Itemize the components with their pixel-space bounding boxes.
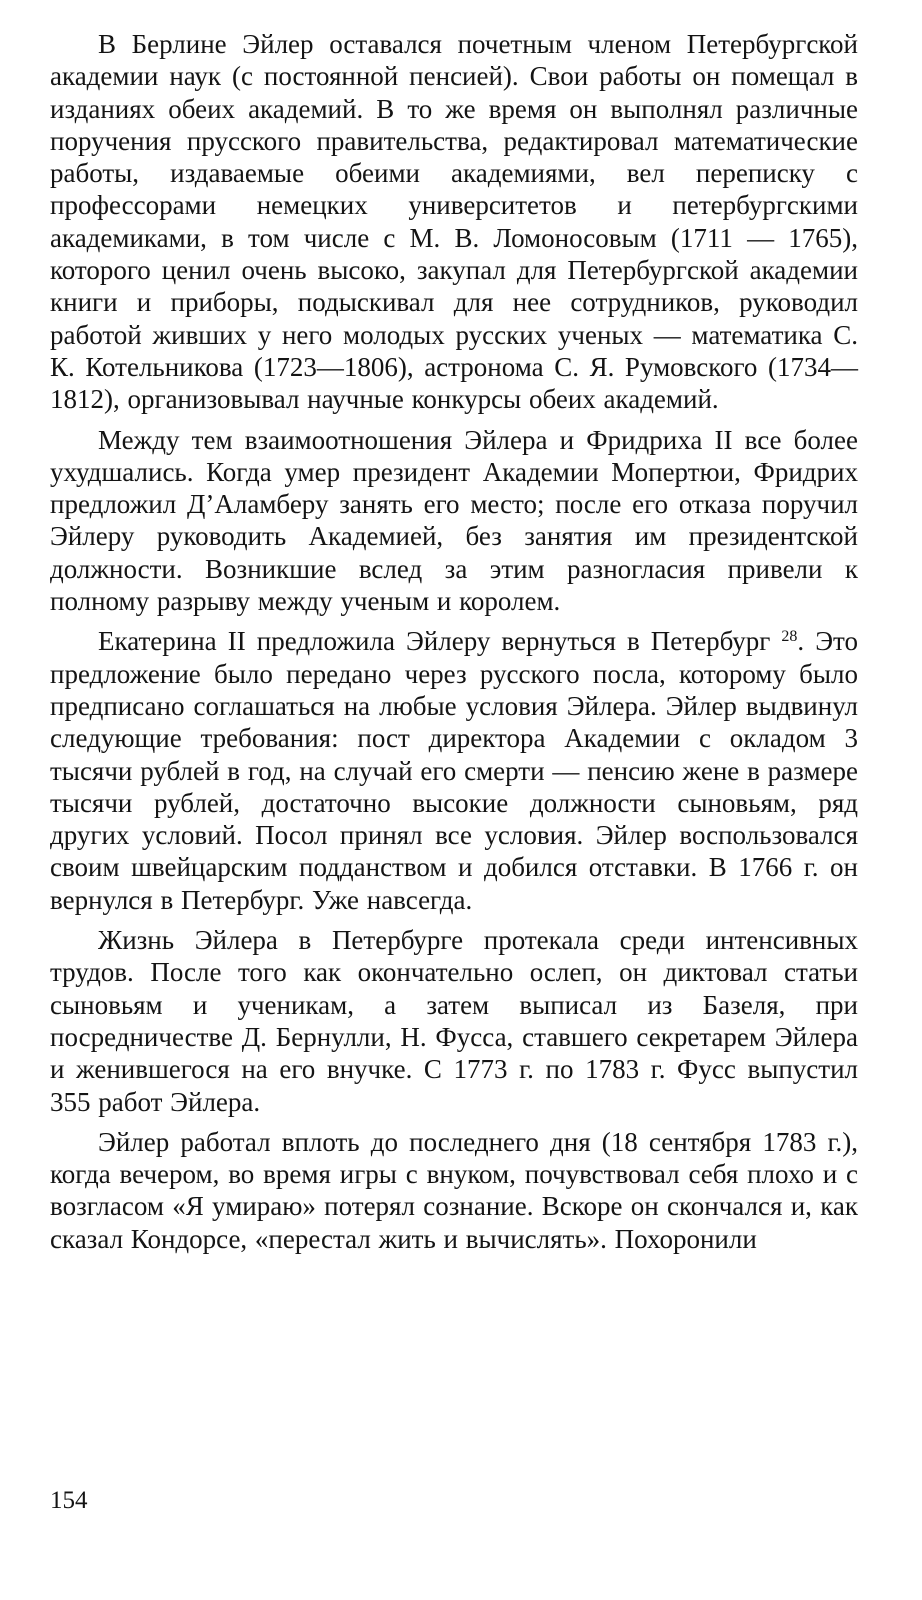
paragraph-3-text-before: Екатерина II предложила Эйлеру вернуться в Петербург <box>98 626 782 657</box>
paragraph-3-text-after: . Это предложение было передано через русского посла, которому было предписано соглашаться на любые условия Эйлера. Эйлер выдвинул следующие требования: пост директора Академии с окладом 3 тысячи рублей в год, на случай его смерти — пенсию жене в размере тысячи рублей, достаточно высокие должности сыновьям, ряд других условий. Посол принял все условия. Эйлер воспользовался своим швейцарским подданством и добился отставки. В 1766 г. он вернулся в Петербург. Уже навсегда. <box>50 626 858 915</box>
paragraph-1: В Берлине Эйлер оставался почетным членом Петербургской академии наук (с постоянной пенсией). Свои работы он помещал в изданиях обеих академий. В то же время он выполнял различные поручения прусского правительства, редактировал математические работы, издаваемые обеими академиями, вел переписку с профессорами немецких университетов и петербургскими академиками, в том числе с М. В. Ломоносовым (1711 — 1765), которого ценил очень высоко, закупал для Петербургской академии книги и приборы, подыскивал для нее сотрудников, руководил работой живших у него молодых русских ученых — математика С. К. Котельникова (1723—1806), астронома С. Я. Румовского (1734—1812), организовывал научные конкурсы обеих академий. <box>50 29 858 415</box>
paragraph-4: Жизнь Эйлера в Петербурге протекала среди интенсивных трудов. После того как окончательно ослеп, он диктовал статьи сыновьям и ученикам, а затем выписал из Базеля, при посредничестве Д. Бернулли, Н. Фусса, ставшего секретарем Эйлера и женившегося на его внучке. С 1773 г. по 1783 г. Фусс выпустил 355 работ Эйлера. <box>50 925 858 1117</box>
paragraph-2: Между тем взаимоотношения Эйлера и Фридриха II все более ухудшались. Когда умер президент Академии Мопертюи, Фридрих предложил Д’Аламберу занять его место; после его отказа поручил Эйлеру руководить Академией, без занятия им президентской должности. Возникшие вслед за этим разногласия привели к полному разрыву между ученым и королем. <box>50 424 858 617</box>
paragraph-5: Эйлер работал вплоть до последнего дня (18 сентября 1783 г.), когда вечером, во время игры с внуком, почувствовал себя плохо и с возгласом «Я умираю» потерял сознание. Вскоре он скончался и, как сказал Кондорсе, «перестал жить и вычислять». Похоронили <box>50 1126 858 1254</box>
paragraph-3 <box>50 625 858 916</box>
page-number: 154 <box>50 1487 88 1514</box>
page-body <box>50 28 858 1263</box>
footnote-reference[interactable]: 28 <box>781 628 798 646</box>
